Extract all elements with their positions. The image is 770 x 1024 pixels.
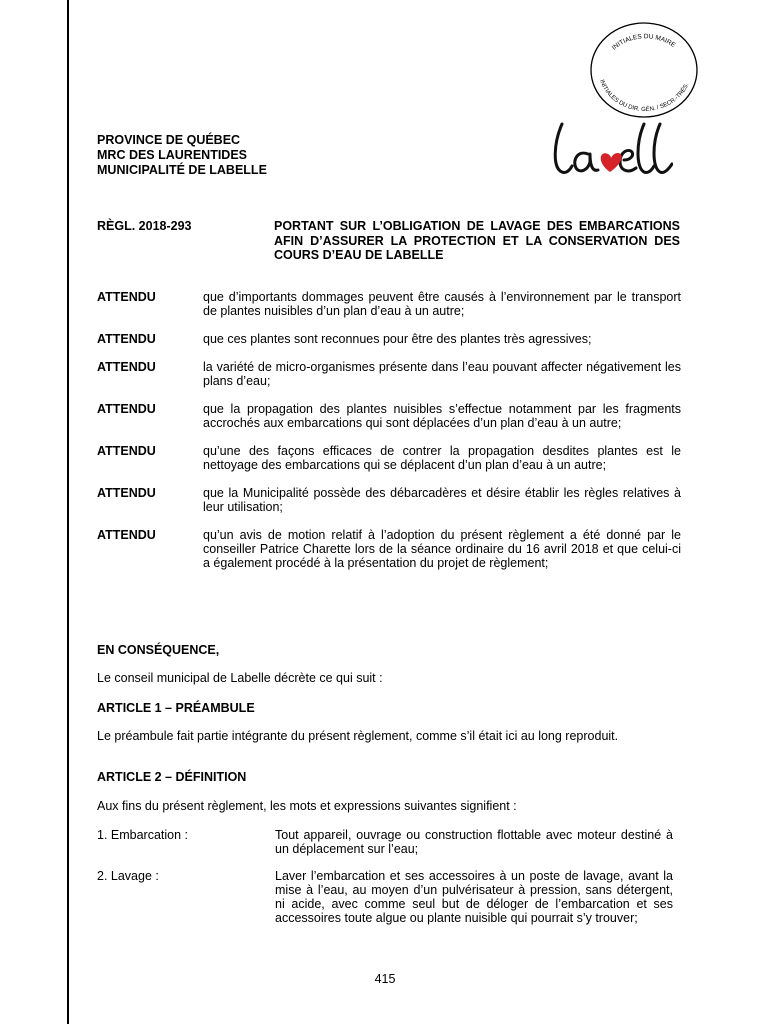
article2-heading: ARTICLE 2 – DÉFINITION — [97, 770, 247, 784]
attendu-item — [97, 486, 681, 514]
definition-item — [97, 828, 673, 856]
definition-item — [97, 869, 673, 925]
stamp-bottom-text: INITIALES DU DIR. GÉN. / SECR.-TRÉS. — [598, 79, 691, 114]
document-header — [97, 133, 267, 178]
definition-text: Laver l’embarcation et ses accessoires à un poste de lavage, avant la mise à l’eau, au moyen d’un pulvérisateur à pression, sans détergent, ni acide, avec comme seul but de déloger de l’embarcation et ses accessoires toute algue ou plante nuisible qui pourrait s’y trouver; — [275, 869, 673, 925]
definition-term: 1. Embarcation : — [97, 828, 189, 842]
article1-heading: ARTICLE 1 – PRÉAMBULE — [97, 701, 255, 715]
attendu-text: qu’une des façons efficaces de contrer la propagation desdites plantes est le nettoyage des embarcations qui se déplacent d’un plan d’eau à un autre; — [203, 444, 681, 472]
article1-text: Le préambule fait partie intégrante du présent règlement, comme s’il était ici au long reproduit. — [97, 729, 619, 743]
consequence-heading: EN CONSÉQUENCE, — [97, 643, 220, 657]
labelle-logo — [548, 120, 673, 182]
header-province: PROVINCE DE QUÉBEC — [97, 133, 241, 147]
attendu-text: que la Municipalité possède des débarcadères et désire établir les règles relatives à leur utilisation; — [203, 486, 681, 514]
attendu-text: que d’importants dommages peuvent être causés à l’environnement par le transport de plantes nuisibles d’un plan d’eau à un autre; — [203, 290, 681, 318]
regulation-title: PORTANT SUR L’OBLIGATION DE LAVAGE DES EMBARCATIONS AFIN D’ASSURER LA PROTECTION ET LA CONSERVATION DES COURS D’EAU DE LABELLE — [274, 219, 680, 262]
attendu-label: ATTENDU — [97, 290, 156, 304]
article2-intro: Aux fins du présent règlement, les mots et expressions suivantes signifient : — [97, 799, 517, 813]
attendu-label: ATTENDU — [97, 360, 156, 374]
attendu-item — [97, 528, 681, 570]
attendu-item — [97, 444, 681, 472]
attendu-item — [97, 360, 681, 388]
attendu-label: ATTENDU — [97, 402, 156, 416]
header-municipality: MUNICIPALITÉ DE LABELLE — [97, 163, 267, 177]
consequence-text: Le conseil municipal de Labelle décrète ce qui suit : — [97, 671, 383, 685]
definition-text: Tout appareil, ouvrage ou construction flottable avec moteur destiné à un déplacement sur l’eau; — [275, 828, 673, 856]
attendu-item — [97, 290, 681, 318]
attendu-text: la variété de micro-organismes présente dans l’eau pouvant affecter négativement les plans d’eau; — [203, 360, 681, 388]
attendu-item — [97, 402, 681, 430]
definition-term: 2. Lavage : — [97, 869, 159, 883]
attendu-text: qu’un avis de motion relatif à l’adoption du présent règlement a été donné par le conseiller Patrice Charette lors de la séance ordinaire du 16 avril 2018 et que celui-ci a également procédé à la présentation du projet de règlement; — [203, 528, 681, 570]
stamp-top-text: INITIALES DU MAIRE — [610, 33, 677, 52]
svg-text:INITIALES DU MAIRE — [611, 33, 677, 51]
attendu-label: ATTENDU — [97, 486, 156, 500]
left-margin-line — [67, 0, 69, 1024]
attendu-list — [97, 290, 681, 584]
header-mrc: MRC DES LAURENTIDES — [97, 148, 248, 162]
attendu-label: ATTENDU — [97, 528, 156, 542]
page-number: 415 — [374, 972, 396, 986]
attendu-item — [97, 332, 681, 346]
attendu-text: que la propagation des plantes nuisibles s’effectue notamment par les fragments accrochés aux embarcations qui sont déplacées d’un plan d’eau à un autre; — [203, 402, 681, 430]
attendu-text: que ces plantes sont reconnues pour être des plantes très agressives; — [203, 332, 592, 346]
attendu-label: ATTENDU — [97, 444, 156, 458]
attendu-label: ATTENDU — [97, 332, 156, 346]
regulation-number: RÈGL. 2018-293 — [97, 219, 192, 233]
initials-stamp — [588, 20, 700, 120]
